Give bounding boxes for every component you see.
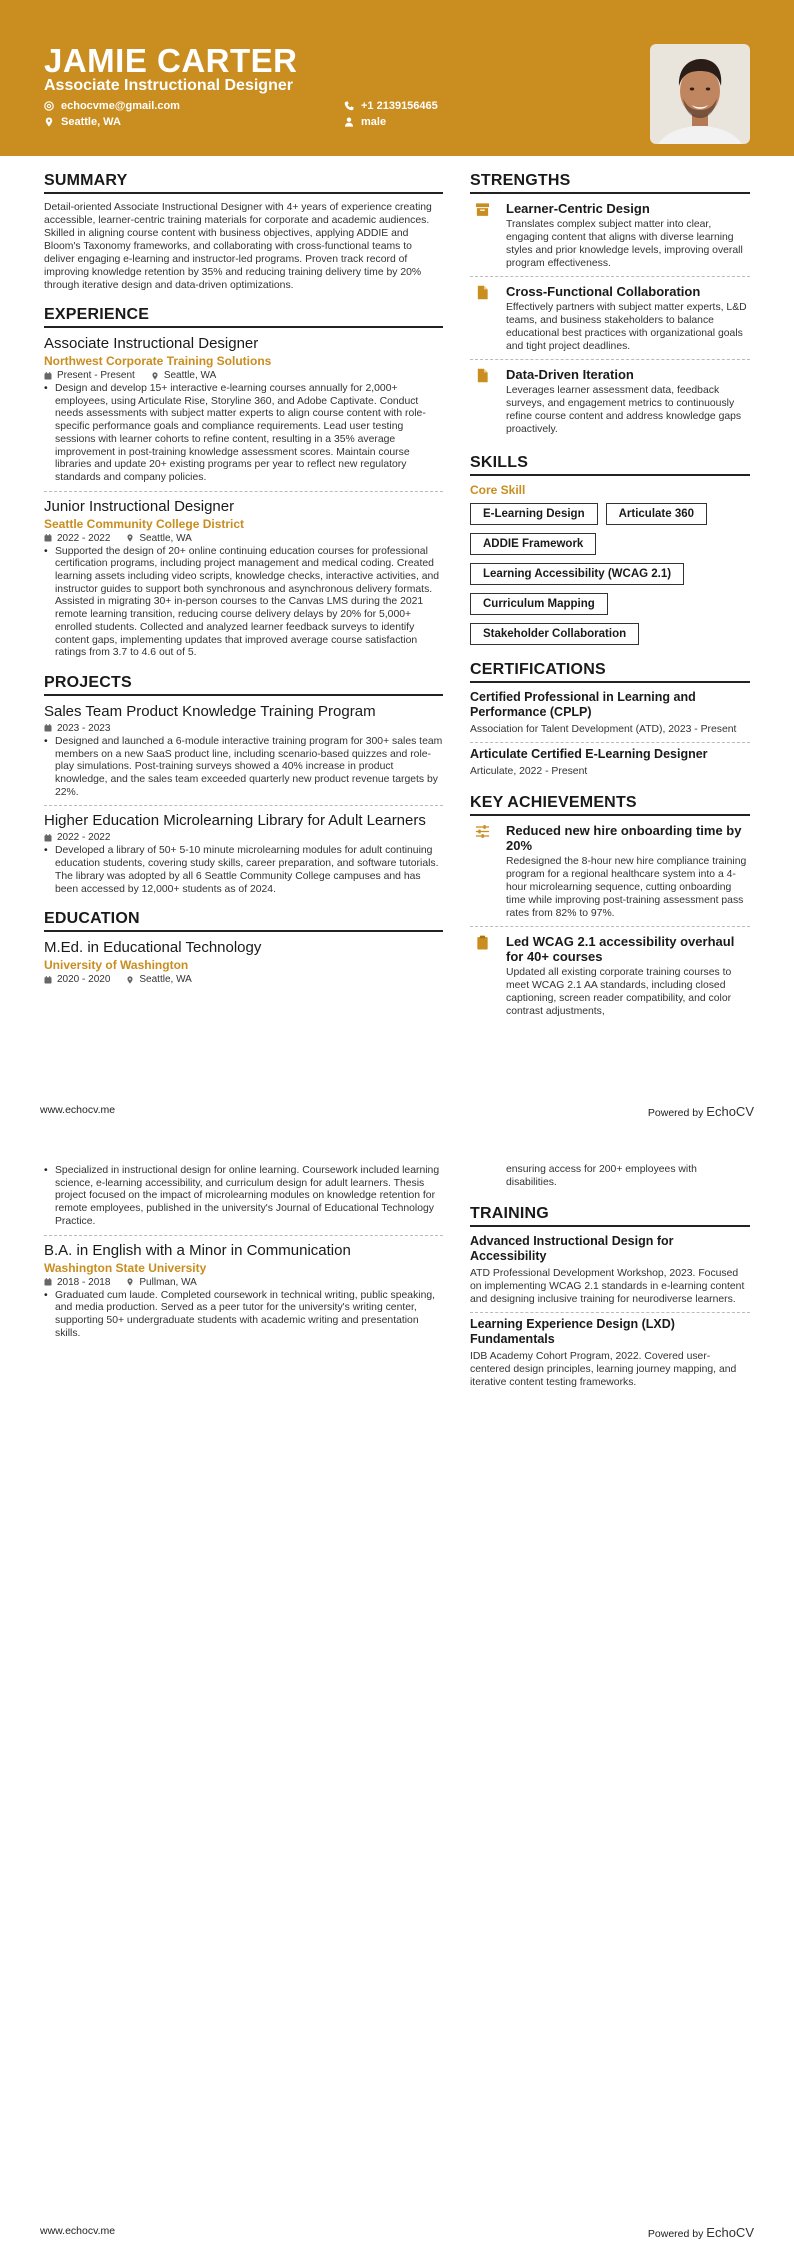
education-location-text: Seattle, WA (139, 974, 192, 986)
experience-item (44, 335, 443, 492)
project-dates (44, 832, 110, 843)
achievement-desc: Updated all existing corporate training courses to meet WCAG 2.1 AA standards, including closed captioning, screen reader compatibility, and color contrast adjustments, (506, 967, 732, 1017)
divider (470, 1312, 750, 1313)
contact-email[interactable] (44, 100, 180, 112)
skills-heading: SKILLS (470, 454, 750, 476)
location-pin-icon (126, 1278, 134, 1286)
strengths-heading: STRENGTHS (470, 172, 750, 194)
certification-item (470, 747, 750, 778)
job-dates (44, 370, 135, 381)
achievement-title: Led WCAG 2.1 accessibility overhaul for 40+ courses (506, 934, 735, 964)
left-column-page-1 (44, 172, 443, 985)
job-location (151, 370, 216, 381)
education-location-text: Pullman, WA (139, 1276, 197, 1288)
education-meta (44, 1277, 443, 1288)
skill-tag: Learning Accessibility (WCAG 2.1) (470, 563, 684, 585)
certification-title: Certified Professional in Learning and Performance (CPLP) (470, 690, 696, 719)
footer-powered (648, 1104, 754, 1119)
education-dates-text: 2018 - 2018 (57, 1276, 111, 1288)
right-column-page-1 (470, 172, 750, 1018)
location-text: Seattle, WA (61, 116, 121, 128)
candidate-name: JAMIE CARTER (44, 42, 298, 79)
contact-gender (344, 116, 386, 128)
calendar-icon (44, 1278, 52, 1286)
project-item (44, 703, 443, 807)
education-meta (44, 974, 443, 985)
summary-heading: SUMMARY (44, 172, 443, 194)
location-pin-icon (151, 372, 159, 380)
footer-site[interactable]: www.echocv.me (40, 1104, 116, 1116)
phone-icon (344, 101, 354, 111)
job-dates-text: 2022 - 2022 (57, 532, 111, 544)
strength-title: Learner-Centric Design (506, 201, 650, 216)
right-column-page-2 (470, 1163, 750, 1389)
divider (470, 276, 750, 277)
achievement-item (470, 934, 750, 1018)
email-text: echocvme@gmail.com (61, 100, 180, 112)
training-item (470, 1317, 750, 1389)
skill-tag: ADDIE Framework (470, 533, 596, 555)
job-location (126, 533, 191, 544)
person-icon (344, 117, 354, 127)
project-meta (44, 832, 443, 843)
calendar-icon (44, 372, 52, 380)
job-bullet: • Supported the design of 20+ online continuing education courses for professional certification programs, including project management and medical coding. Created learning assets including video scripts, knowledge checks, interactive activities, and instructor guides to support both synchronous and asynchronous delivery formats. Assisted in migrating 30+ in-person courses to the Canvas LMS during the 2021 remote learning transition, reducing course delivery delays by 20% for 5,000+ enrolled students. Collected and analyzed learner feedback surveys to identify content gaps, implementing updates that improved average course satisfaction ratings from 3.7 to 4.6 out of 5. (44, 546, 443, 660)
job-title: Junior Instructional Designer (44, 497, 235, 515)
education-item (44, 939, 443, 985)
strength-title: Cross-Functional Collaboration (506, 284, 701, 299)
training-desc: IDB Academy Cohort Program, 2022. Covered user-centered design principles, learning journey mapping, and iterative content testing frameworks. (470, 1351, 737, 1388)
strength-title: Data-Driven Iteration (506, 367, 634, 382)
project-meta (44, 723, 443, 734)
skill-tag: Curriculum Mapping (470, 593, 608, 615)
powered-by-text: Powered by (647, 1107, 704, 1119)
education-heading: EDUCATION (44, 910, 443, 932)
education-item (44, 1242, 443, 1341)
archive-icon (475, 202, 490, 217)
strength-desc: Leverages learner assessment data, feedback surveys, and engagement metrics to continuously refine course content and address knowledge gaps proactively. (506, 385, 742, 435)
education-bullet: • Graduated cum laude. Completed coursework in technical writing, public speaking, and media production. Served as a peer tutor for the university's writing center, supporting 50+ undergraduate students with academic writing and presentation skills. (44, 1290, 443, 1341)
document-icon (475, 368, 490, 383)
contact-location (44, 116, 121, 128)
phone-text: +1 2139156465 (361, 100, 438, 112)
projects-heading: PROJECTS (44, 674, 443, 696)
location-pin-icon (44, 117, 54, 127)
job-dates (44, 533, 110, 544)
job-bullet: • Design and develop 15+ interactive e-learning courses annually for 2,000+ employees, using Articulate Rise, Storyline 360, and Adobe Captivate. Conduct needs assessments with subject matter experts to align course content with role-specific performance goals and compliance requirements. Lead user testing sessions with learner cohorts to refine content, resulting in a 35% average improvement in post-training knowledge assessment scores. Maintain course libraries and update 20+ existing programs per year to reflect new regulatory standards and company policies. (44, 383, 443, 485)
skill-tag: Stakeholder Collaboration (470, 623, 639, 645)
footer-brand[interactable]: EchoCV (706, 2225, 754, 2240)
strength-item (470, 201, 750, 270)
school-name: University of Washington (44, 958, 189, 973)
education-dates-text: 2020 - 2020 (57, 974, 111, 986)
training-title: Learning Experience Design (LXD) Fundamentals (470, 1317, 675, 1346)
project-title: Sales Team Product Knowledge Training Program (44, 702, 376, 720)
powered-by-text: Powered by (647, 2228, 704, 2240)
education-dates (44, 974, 110, 985)
calendar-icon (44, 534, 52, 542)
job-dates-text: Present - Present (57, 370, 135, 381)
strength-desc: Effectively partners with subject matter experts, L&D teams, and business stakeholders to balance educational best practices with organizational goals and tight project deadlines. (506, 302, 747, 352)
profile-photo (650, 44, 750, 144)
training-item (470, 1234, 750, 1306)
certification-title: Articulate Certified E-Learning Designer (470, 747, 708, 761)
location-pin-icon (126, 976, 134, 984)
document-icon (475, 285, 490, 300)
calendar-icon (44, 976, 52, 984)
achievement-item (470, 823, 750, 920)
achievement-title: Reduced new hire onboarding time by 20% (506, 823, 742, 853)
employer-name: Northwest Corporate Training Solutions (44, 354, 272, 368)
achievements-heading: KEY ACHIEVEMENTS (470, 794, 750, 816)
footer-brand[interactable]: EchoCV (706, 1104, 754, 1119)
skill-tag: E-Learning Design (470, 503, 598, 525)
gender-text: male (361, 116, 387, 128)
employer-name: Seattle Community College District (44, 516, 245, 531)
education-location (126, 974, 191, 985)
training-title: Advanced Instructional Design for Accessibility (470, 1234, 674, 1263)
experience-item (44, 498, 443, 660)
education-location (126, 1277, 196, 1288)
calendar-icon (44, 834, 52, 842)
project-dates-text: 2023 - 2023 (57, 722, 111, 734)
certification-issuer: Association for Talent Development (ATD), 2023 - Present (470, 724, 737, 735)
experience-heading: EXPERIENCE (44, 306, 443, 328)
candidate-title: Associate Instructional Designer (44, 77, 293, 94)
calendar-icon (44, 724, 52, 732)
education-dates (44, 1277, 110, 1288)
skill-group-title: Core Skill (470, 483, 526, 497)
divider (44, 1235, 443, 1236)
achievement-desc: Redesigned the 8-hour new hire compliance training program for a regional healthcare system into a 4-hour microlearning sequence, cutting onboarding time while improving post-training assessment pass rates from 82% to 97%. (506, 856, 747, 919)
project-dates-text: 2022 - 2022 (57, 832, 111, 844)
strength-item (470, 367, 750, 436)
at-icon (44, 101, 54, 111)
job-location-text: Seattle, WA (163, 370, 217, 381)
skill-tag: Articulate 360 (606, 503, 707, 525)
degree-title: M.Ed. in Educational Technology (44, 939, 262, 957)
certification-issuer: Articulate, 2022 - Present (470, 766, 588, 777)
job-title: Associate Instructional Designer (44, 335, 259, 352)
contact-phone[interactable] (344, 100, 438, 112)
skill-tags (470, 503, 750, 645)
location-pin-icon (126, 534, 134, 542)
strength-item (470, 284, 750, 353)
project-dates (44, 723, 110, 734)
resume-header (0, 0, 794, 156)
project-bullet: • Designed and launched a 6-module interactive training program for 300+ sales team members on a new SaaS product line, including scenario-based quizzes and role-play simulations. Post-training surveys showed a 40% increase in product knowledge, and the sales team exceeded quarterly new product revenue targets by 22%. (44, 736, 443, 800)
divider (470, 926, 750, 927)
footer-powered (648, 2225, 754, 2240)
job-location-text: Seattle, WA (139, 532, 192, 544)
certifications-heading: CERTIFICATIONS (470, 661, 750, 683)
divider (470, 742, 750, 743)
education-bullet: • Specialized in instructional design for online learning. Coursework included learning science, e-learning accessibility, and curriculum design for adult learners. Thesis project focused on the impact of microlearning modules on knowledge retention for remote employees, published in the university's Journal of Educational Technology Practice. (44, 1165, 443, 1229)
strength-desc: Translates complex subject matter into clear, engaging content that aligns with diverse learning styles and prior knowledge levels, improving overall program effectiveness. (506, 219, 743, 269)
certification-item (470, 690, 750, 736)
achievement-desc-continued: ensuring access for 200+ employees with disabilities. (506, 1164, 697, 1188)
project-title: Higher Education Microlearning Library for Adult Learners (44, 812, 426, 830)
job-meta (44, 370, 443, 381)
project-bullet: • Developed a library of 50+ 5-10 minute microlearning modules for adult continuing education students, covering study skills, career preparation, and software tutorials. The library was adopted by all 6 Seattle Community College campuses and has been accessed by 12,000+ students as of 2024. (44, 845, 443, 896)
page-footer (40, 2225, 754, 2240)
training-desc: ATD Professional Development Workshop, 2023. Focused on implementing WCAG 2.1 standards in e-learning content and designing inclusive training for neurodiverse learners. (470, 1268, 745, 1305)
divider (44, 491, 443, 492)
project-item (44, 812, 443, 896)
degree-title: B.A. in English with a Minor in Communication (44, 1241, 351, 1259)
divider (44, 805, 443, 806)
divider (470, 359, 750, 360)
sliders-icon (475, 824, 490, 839)
school-name: Washington State University (44, 1260, 207, 1275)
summary-text: Detail-oriented Associate Instructional Designer with 4+ years of experience creating accessible, learner-centric training materials for corporate and academic audiences. Skilled in aligning course content with business objectives, applying ADDIE and Bloom's Taxonomy frameworks, and collaborating with cross-functional teams to deliver engaging e-learning and instructor-led programs. Proven track record of improving knowledge retention by 35% and reducing training delivery time by 20% through iterative design and data-driven optimizations. (44, 202, 432, 291)
left-column-page-2 (44, 1163, 443, 1340)
training-heading: TRAINING (470, 1205, 750, 1227)
footer-site[interactable]: www.echocv.me (40, 2225, 116, 2237)
page-footer (40, 1104, 754, 1119)
job-meta (44, 533, 443, 544)
clipboard-icon (475, 935, 490, 950)
